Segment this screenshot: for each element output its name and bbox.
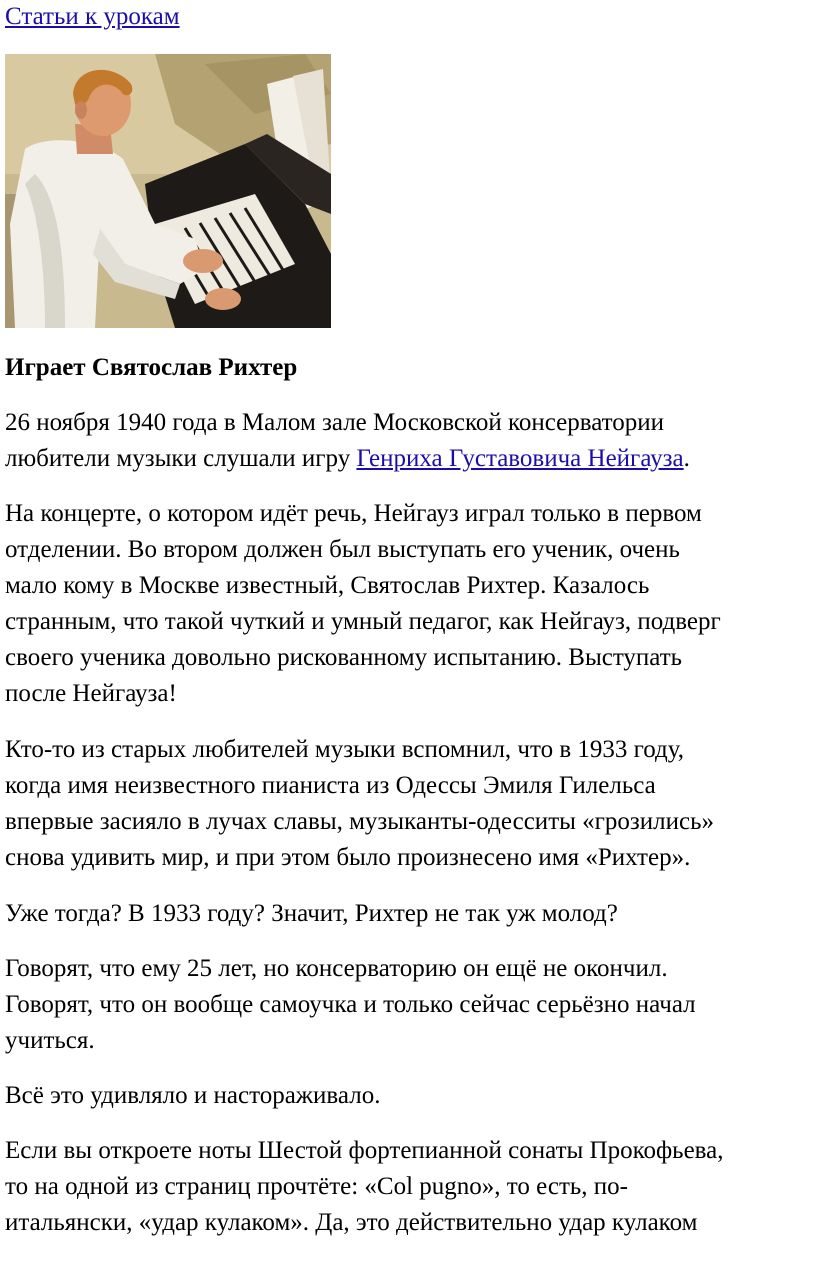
paragraph-line: Говорят, что он вообще самоучка и только сейчас серьёзно начал bbox=[5, 991, 696, 1018]
paragraph-text: . bbox=[683, 445, 690, 472]
paragraph-4 bbox=[5, 896, 811, 932]
paragraph-line: Кто-то из старых любителей музыки вспомнил, что в 1933 году, bbox=[5, 736, 685, 763]
paragraph-6 bbox=[5, 1078, 811, 1114]
paragraph-line: отделении. Во втором должен был выступать его ученик, очень bbox=[5, 536, 680, 563]
paragraph-5 bbox=[5, 951, 811, 1059]
paragraph-line: своего ученика довольно рискованному испытанию. Выступать bbox=[5, 644, 683, 671]
paragraph-text: любители музыки слушали игру bbox=[5, 445, 357, 472]
paragraph-line: мало кому в Москве известный, Святослав Рихтер. Казалось bbox=[5, 572, 650, 599]
neuhaus-link[interactable]: Генриха Густавовича Нейгауза bbox=[356, 445, 684, 472]
portrait-painting-icon bbox=[5, 54, 331, 328]
article-title: Играет Святослав Рихтер bbox=[5, 354, 298, 381]
paragraph-line: впервые засияло в лучах славы, музыканты-одесситы «грозились» bbox=[5, 808, 715, 835]
paragraph-3 bbox=[5, 732, 811, 876]
paragraph-2 bbox=[5, 496, 811, 712]
paragraph-1 bbox=[5, 405, 811, 477]
paragraph-line: когда имя неизвестного пианиста из Одессы Эмиля Гилельса bbox=[5, 772, 656, 799]
paragraph-line: странным, что такой чуткий и умный педагог, как Нейгауз, подверг bbox=[5, 608, 721, 635]
paragraph-line: Говорят, что ему 25 лет, но консерваторию он ещё не окончил. bbox=[5, 955, 668, 982]
paragraph-line: снова удивить мир, и при этом было произнесено имя «Рихтер». bbox=[5, 844, 691, 871]
paragraph-line: На концерте, о котором идёт речь, Нейгауз играл только в первом bbox=[5, 500, 702, 527]
paragraph-line: Уже тогда? В 1933 году? Значит, Рихтер не так уж молод? bbox=[5, 900, 618, 927]
articles-link[interactable]: Статьи к урокам bbox=[5, 3, 180, 30]
paragraph-line: Всё это удивляло и настораживало. bbox=[5, 1082, 381, 1109]
paragraph-line: 26 ноября 1940 года в Малом зале Московской консерватории bbox=[5, 409, 665, 436]
pianist-portrait-image bbox=[5, 54, 331, 328]
paragraph-line bbox=[5, 441, 811, 477]
paragraph-line: то на одной из страниц прочтёте: «Col pugno», то есть, по- bbox=[5, 1173, 628, 1200]
paragraph-7 bbox=[5, 1133, 811, 1241]
paragraph-line: Если вы откроете ноты Шестой фортепианной сонаты Прокофьева, bbox=[5, 1137, 724, 1164]
paragraph-line: после Нейгауза! bbox=[5, 680, 177, 707]
paragraph-line: учиться. bbox=[5, 1027, 95, 1054]
paragraph-line: итальянски, «удар кулаком». Да, это действительно удар кулаком bbox=[5, 1209, 698, 1236]
